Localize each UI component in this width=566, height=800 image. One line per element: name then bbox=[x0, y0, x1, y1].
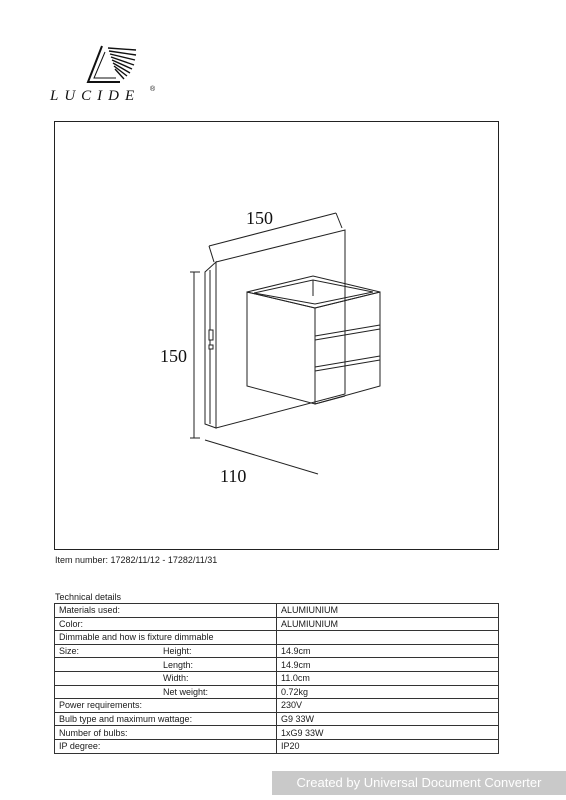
table-row bbox=[55, 726, 499, 740]
spec-label: Size: bbox=[59, 646, 80, 657]
spec-label: Power requirements: bbox=[59, 700, 143, 711]
spec-sublabel: Height: bbox=[163, 646, 192, 657]
table-row bbox=[55, 658, 499, 672]
spec-label-cell bbox=[55, 699, 277, 713]
spec-label-cell bbox=[55, 726, 277, 740]
spec-label: Materials used: bbox=[59, 605, 121, 616]
spec-sublabel: Length: bbox=[163, 659, 194, 670]
spec-label-cell bbox=[55, 631, 277, 645]
spec-sublabel: Width: bbox=[163, 673, 189, 684]
table-row bbox=[55, 617, 499, 631]
spec-value: IP20 bbox=[277, 739, 499, 753]
spec-value bbox=[277, 631, 499, 645]
spec-value: G9 33W bbox=[277, 712, 499, 726]
spec-label-cell bbox=[55, 712, 277, 726]
dimension-top: 150 bbox=[246, 208, 273, 228]
spec-label: Number of bulbs: bbox=[59, 727, 128, 738]
item-number: Item number: 17282/11/12 - 17282/11/31 bbox=[55, 555, 218, 565]
spec-sublabel: Net weight: bbox=[163, 686, 209, 697]
table-row bbox=[55, 739, 499, 753]
spec-label-cell bbox=[55, 685, 277, 699]
table-row bbox=[55, 685, 499, 699]
technical-details-title: Technical details bbox=[55, 592, 122, 602]
spec-label-cell bbox=[55, 604, 277, 618]
table-row bbox=[55, 604, 499, 618]
spec-value: ALUMIUNIUM bbox=[277, 617, 499, 631]
spec-value: 230V bbox=[277, 699, 499, 713]
spec-label: Color: bbox=[59, 618, 84, 629]
spec-value: 14.9cm bbox=[277, 658, 499, 672]
spec-value: 1xG9 33W bbox=[277, 726, 499, 740]
technical-details-table bbox=[54, 603, 499, 754]
spec-label-cell bbox=[55, 658, 277, 672]
spec-label: IP degree: bbox=[59, 741, 101, 752]
spec-label-cell bbox=[55, 617, 277, 631]
dimension-left: 150 bbox=[160, 346, 187, 366]
table-row bbox=[55, 644, 499, 658]
table-row bbox=[55, 671, 499, 685]
spec-value: 0.72kg bbox=[277, 685, 499, 699]
table-row bbox=[55, 699, 499, 713]
table-row bbox=[55, 712, 499, 726]
registered-mark: ® bbox=[150, 86, 156, 93]
watermark: Created by Universal Document Converter bbox=[272, 771, 566, 795]
spec-label: Dimmable and how is fixture dimmable bbox=[59, 632, 214, 643]
spec-value: 11.0cm bbox=[277, 671, 499, 685]
dimension-bottom: 110 bbox=[220, 466, 247, 486]
brand-name: LUCIDE bbox=[50, 88, 141, 104]
table-row bbox=[55, 631, 499, 645]
spec-value: ALUMIUNIUM bbox=[277, 604, 499, 618]
spec-label-cell bbox=[55, 644, 277, 658]
spec-label-cell bbox=[55, 739, 277, 753]
spec-label: Bulb type and maximum wattage: bbox=[59, 714, 193, 725]
spec-label-cell bbox=[55, 671, 277, 685]
spec-value: 14.9cm bbox=[277, 644, 499, 658]
